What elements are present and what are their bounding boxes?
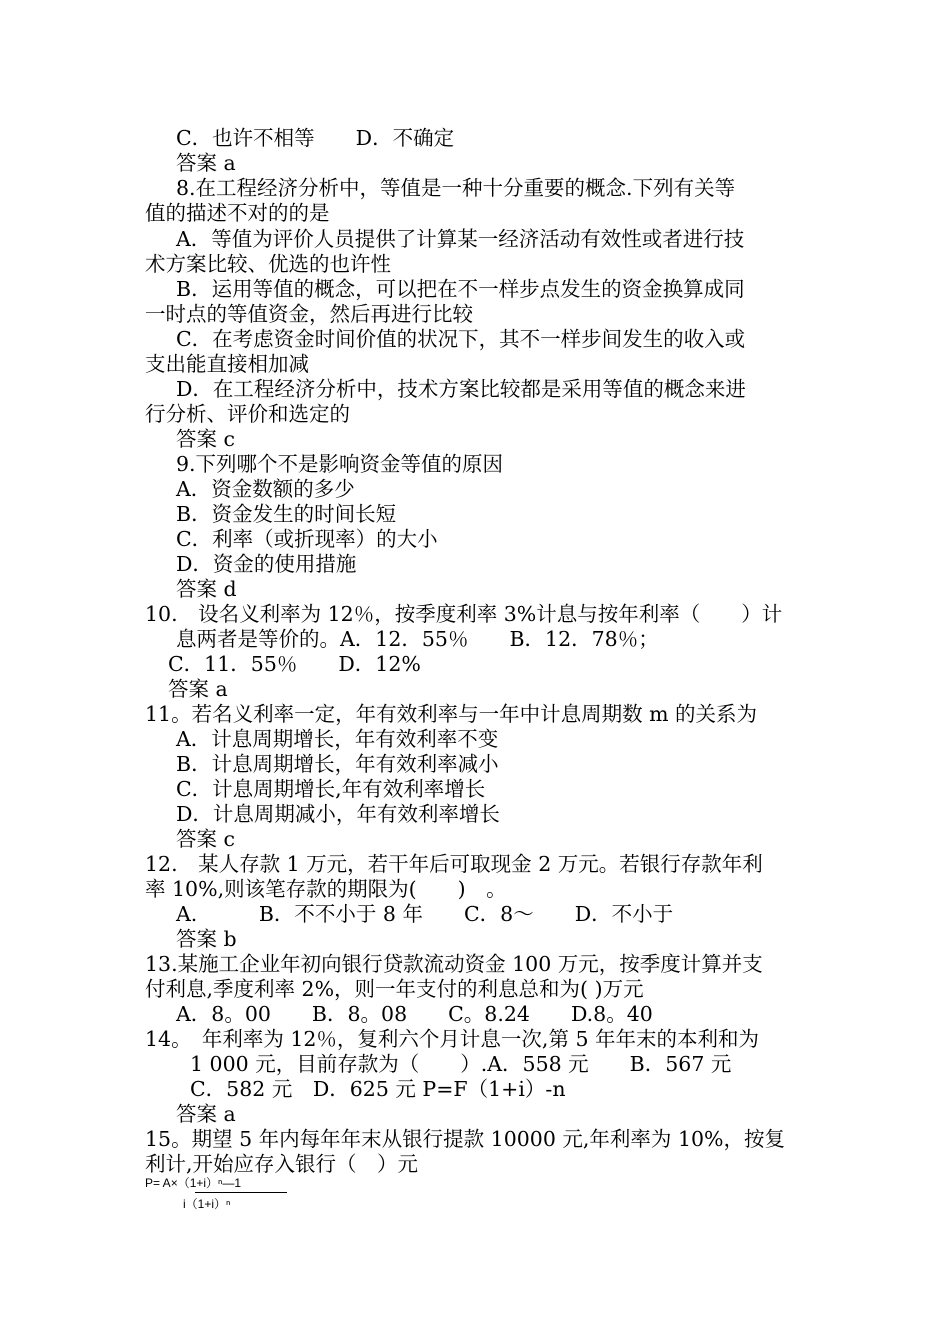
text-line: 率 10%,则该笔存款的期限为( ) 。 bbox=[145, 877, 507, 901]
text-line: 答案 b bbox=[176, 927, 237, 951]
formula-numerator: P= A×（1+i）ⁿ—1 bbox=[145, 1176, 242, 1190]
text-line: 答案 c bbox=[176, 827, 235, 851]
text-line: 息两者是等价的。A．12．55％ B．12．78％； bbox=[176, 627, 659, 651]
text-line: 8.在工程经济分析中，等值是一种十分重要的概念.下列有关等 bbox=[176, 176, 736, 200]
text-line: B．运用等值的概念，可以把在不一样步点发生的资金换算成同 bbox=[176, 277, 745, 301]
text-line: B．计息周期增长，年有效利率减小 bbox=[176, 752, 499, 776]
text-line: C．11．55％ D．12% bbox=[168, 652, 421, 676]
text-line: A. B．不不小于 8 年 C．8～ D．不小于 bbox=[176, 902, 674, 926]
text-line: 13.某施工企业年初向银行贷款流动资金 100 万元，按季度计算并支 bbox=[145, 952, 763, 976]
text-line: 答案 c bbox=[176, 427, 235, 451]
text-line: 答案 a bbox=[168, 677, 228, 701]
text-line: 14。 年利率为 12％，复利六个月计息一次,第 5 年年末的本利和为 bbox=[145, 1027, 760, 1051]
text-line: A．8。00 B．8。08 C。8.24 D.8。40 bbox=[176, 1002, 653, 1026]
text-line: 10. 设名义利率为 12％，按季度利率 3%计息与按年利率（ ）计 bbox=[145, 602, 783, 626]
text-line: 支出能直接相加减 bbox=[145, 352, 309, 376]
text-line: 一时点的等值资金，然后再进行比较 bbox=[145, 302, 473, 326]
text-line: 付利息,季度利率 2%，则一年支付的利息总和为( )万元 bbox=[145, 977, 644, 1001]
text-line: 15。期望 5 年内每年年末从银行提款 10000 元,年利率为 10%，按复 bbox=[145, 1127, 786, 1151]
text-line: A．等值为评价人员提供了计算某一经济活动有效性或者进行技 bbox=[176, 227, 745, 251]
text-line: A．资金数额的多少 bbox=[176, 477, 355, 501]
text-line: C．利率（或折现率）的大小 bbox=[176, 527, 438, 551]
text-line: 利计,开始应存入银行（ ）元 bbox=[145, 1152, 419, 1176]
text-line: 行分析、评价和选定的 bbox=[145, 402, 350, 426]
fraction-bar bbox=[195, 1192, 287, 1193]
text-line: 答案 a bbox=[176, 1102, 236, 1126]
text-line: 12. 某人存款 1 万元，若干年后可取现金 2 万元。若银行存款年利 bbox=[145, 852, 763, 876]
text-line: D．计息周期减小，年有效利率增长 bbox=[176, 802, 500, 826]
text-line: 1 000 元，目前存款为（ ）.A．558 元 B．567 元 bbox=[190, 1052, 732, 1076]
text-line: C．计息周期增长,年有效利率增长 bbox=[176, 777, 486, 801]
text-line: A．计息周期增长，年有效利率不变 bbox=[176, 727, 499, 751]
text-line: B．资金发生的时间长短 bbox=[176, 502, 397, 526]
text-line: 术方案比较、优选的也许性 bbox=[145, 252, 391, 276]
text-line: 答案 d bbox=[176, 577, 237, 601]
text-line: 11。若名义利率一定，年有效利率与一年中计息周期数 m 的关系为 bbox=[145, 702, 758, 726]
text-line: D．在工程经济分析中，技术方案比较都是采用等值的概念来进 bbox=[176, 377, 746, 401]
formula-denominator: i（1+i）ⁿ bbox=[183, 1197, 231, 1211]
text-line: C．582 元 D．625 元 P=F（1+i）-n bbox=[190, 1077, 566, 1101]
text-line: 值的描述不对的的是 bbox=[145, 201, 330, 225]
text-line: D．资金的使用措施 bbox=[176, 552, 357, 576]
text-line: 9.下列哪个不是影响资金等值的原因 bbox=[176, 452, 504, 476]
text-line: C．在考虑资金时间价值的状况下，其不一样步间发生的收入或 bbox=[176, 327, 746, 351]
text-line: 答案 a bbox=[176, 151, 236, 175]
text-line: C．也许不相等 D．不确定 bbox=[176, 126, 455, 150]
